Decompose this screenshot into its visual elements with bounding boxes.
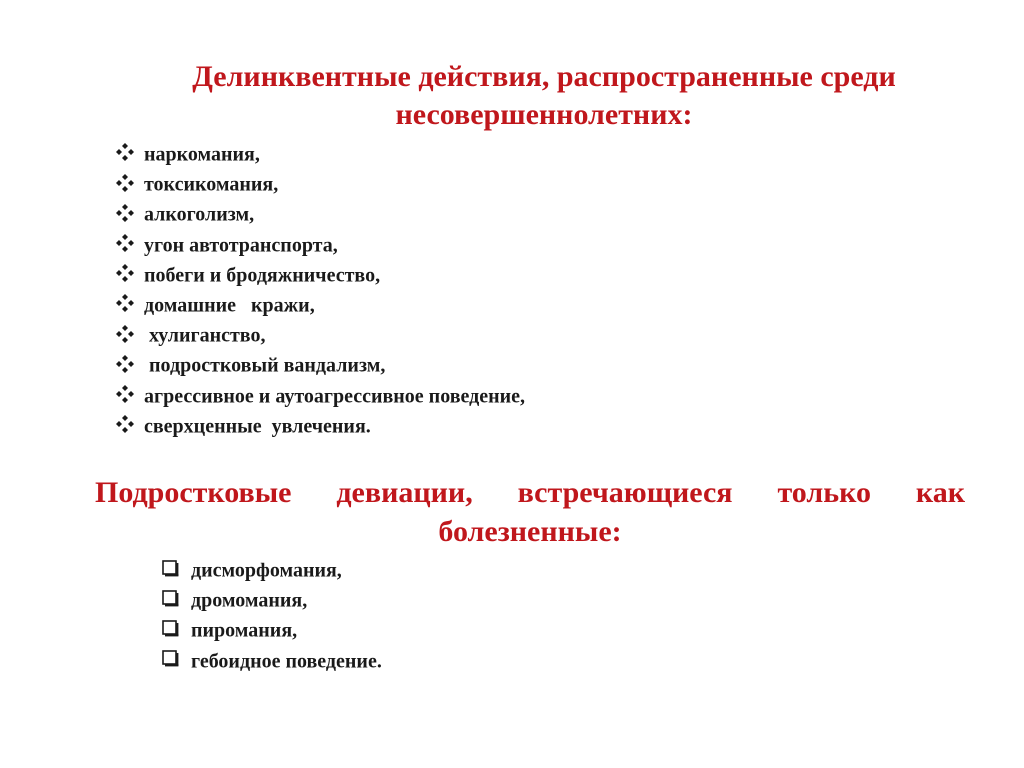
four-diamond-bullet-icon <box>116 325 134 343</box>
list-item-text: наркомания, <box>144 143 260 166</box>
list-item-text: домашние кражи, <box>144 294 315 317</box>
section1-title-line2: несовершеннолетних: <box>395 98 693 131</box>
list-item <box>162 554 382 584</box>
list-item <box>116 168 525 198</box>
hollow-square-bullet-icon <box>162 590 179 607</box>
list-item <box>116 319 525 349</box>
four-diamond-bullet-icon <box>116 143 134 161</box>
section1-title-line1: Делинквентные действия, распространенные среди <box>192 60 896 93</box>
hollow-square-bullet-icon <box>162 560 179 577</box>
list-item-text: побеги и бродяжничество, <box>144 264 381 287</box>
list-item-text: дисморфомания, <box>191 559 342 582</box>
four-diamond-bullet-icon <box>116 294 134 312</box>
delinquent-actions-list <box>116 138 525 440</box>
list-item-text: алкоголизм, <box>144 203 255 226</box>
four-diamond-bullet-icon <box>116 234 134 252</box>
list-item-text: хулиганство, <box>144 324 266 347</box>
list-item <box>116 259 525 289</box>
list-item-text: пиромания, <box>191 619 298 642</box>
section2-title-line1: Подростковые девиации, встречающиеся только как <box>95 476 965 509</box>
list-item <box>116 229 525 259</box>
four-diamond-bullet-icon <box>116 415 134 433</box>
list-item <box>116 289 525 319</box>
list-item-text: дромомания, <box>191 589 308 612</box>
section2-title-line2: болезненные: <box>438 515 622 548</box>
list-item <box>162 584 382 614</box>
list-item <box>116 138 525 168</box>
list-item <box>116 410 525 440</box>
list-item-text: сверхценные увлечения. <box>144 415 371 438</box>
list-item <box>116 349 525 379</box>
four-diamond-bullet-icon <box>116 174 134 192</box>
hollow-square-bullet-icon <box>162 620 179 637</box>
list-item-text: токсикомания, <box>144 173 279 196</box>
four-diamond-bullet-icon <box>116 355 134 373</box>
list-item-text: подростковый вандализм, <box>144 354 386 377</box>
list-item-text: гебоидное поведение. <box>191 649 382 672</box>
four-diamond-bullet-icon <box>116 204 134 222</box>
four-diamond-bullet-icon <box>116 264 134 282</box>
list-item-text: агрессивное и аутоагрессивное поведение, <box>144 384 526 407</box>
four-diamond-bullet-icon <box>116 385 134 403</box>
list-item <box>116 380 525 410</box>
painful-deviations-list <box>162 554 382 675</box>
list-item <box>116 198 525 228</box>
hollow-square-bullet-icon <box>162 650 179 667</box>
list-item-text: угон автотранспорта, <box>144 233 338 256</box>
list-item <box>162 645 382 675</box>
list-item <box>162 614 382 644</box>
